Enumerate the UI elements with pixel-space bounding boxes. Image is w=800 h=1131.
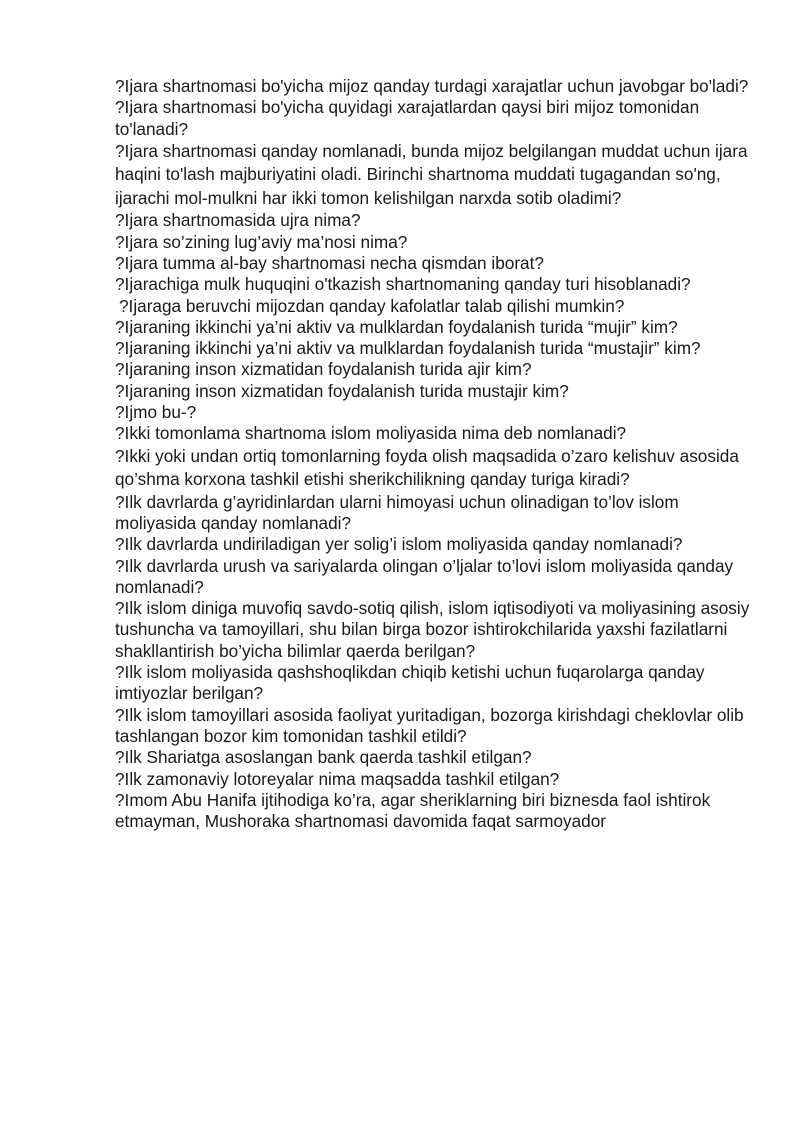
question-item: ?Ilk davrlarda g’ayridinlardan ularni himoyasi uchun olinadigan to’lov islom moliyasida qanday nomlanadi? <box>115 491 679 533</box>
question-item: ?Ijara shartnomasi bo'yicha mijoz qanday turdagi xarajatlar uchun javobgar bo'ladi? <box>115 76 749 96</box>
question-item: ?Ijara shartnomasida ujra nima? <box>115 210 361 231</box>
question-item: ?Ijaraning inson xizmatidan foydalanish turida ajir kim? <box>115 359 532 380</box>
question-item: ?Ijara so’zining lug’aviy ma’nosi nima? <box>115 231 408 252</box>
question-item: ?Ijara tumma al-bay shartnomasi necha qismdan iborat? <box>115 252 544 273</box>
question-item: ?Ikki yoki undan ortiq tomonlarning foyda olish maqsadida o’zaro kelishuv asosida qo’shma korxona tashkil etishi sherikchilikning qanday turiga kiradi? <box>115 445 739 490</box>
question-item: ?Ijaraning ikkinchi ya’ni aktiv va mulklardan foydalanish turida “mujir” kim? <box>115 316 678 337</box>
question-item: ?Ikki tomonlama shartnoma islom moliyasida nima deb nomlanadi? <box>115 423 627 444</box>
question-item: ?Ijara shartnomasi bo'yicha quyidagi xarajatlardan qaysi biri mijoz tomonidan to'lanadi? <box>115 97 700 139</box>
question-item: ?Ijarachiga mulk huquqini o'tkazish shartnomaning qanday turi hisoblanadi? <box>115 274 691 295</box>
question-item: ?Ijaraning inson xizmatidan foydalanish turida mustajir kim? <box>115 380 569 401</box>
question-item: ?Ilk islom diniga muvofiq savdo-sotiq qilish, islom iqtisodiyoti va moliyasining asosiy tushuncha va tamoyillari, shu bilan birga bozor ishtirokchilarida yaxshi fazilatlarni shakllantirish bo’yicha bilimlar qaerda berilgan? <box>115 598 750 661</box>
question-item: ?Imom Abu Hanifa ijtihodiga ko’ra, agar sheriklarning biri biznesda faol ishtirok etmayman, Mushoraka shartnomasi davomida faqat sarmoyador <box>115 789 711 832</box>
question-item: ?Ilk islom moliyasida qashshoqlikdan chiqib ketishi uchun fuqarolarga qanday imtiyozlar berilgan? <box>115 662 705 704</box>
question-item: ?Ilk davrlarda undiriladigan yer solig’i islom moliyasida qanday nomlanadi? <box>115 534 683 555</box>
question-item: ?Ijaraning ikkinchi ya’ni aktiv va mulklardan foydalanish turida “mustajir” kim? <box>115 338 701 359</box>
question-item: ?Ilk Shariatga asoslangan bank qaerda tashkil etilgan? <box>115 747 532 768</box>
question-item: ?Ijmo bu-? <box>115 402 197 423</box>
question-item: ?Ilk zamonaviy lotoreyalar nima maqsadda tashkil etilgan? <box>115 768 560 789</box>
question-list <box>115 76 755 832</box>
question-item: ?Ilk islom tamoyillari asosida faoliyat yuritadigan, bozorga kirishdagi cheklovlar olib tashlangan bozor kim tomonidan tashkil etildi? <box>115 704 744 746</box>
question-item: ?Ilk davrlarda urush va sariyalarda olingan o’ljalar to’lovi islom moliyasida qanday nomlanadi? <box>115 555 734 597</box>
question-item: ?Ijara shartnomasi qanday nomlanadi, bunda mijoz belgilangan muddat uchun ijara haqini to'lash majburiyatini oladi. Birinchi shartnoma muddati tugagandan so'ng, ijarachi mol-mulkni har ikki tomon kelishilgan narxda sotib oladimi? <box>115 140 748 208</box>
question-item: ?Ijaraga beruvchi mijozdan qanday kafolatlar talab qilishi mumkin? <box>119 295 625 316</box>
